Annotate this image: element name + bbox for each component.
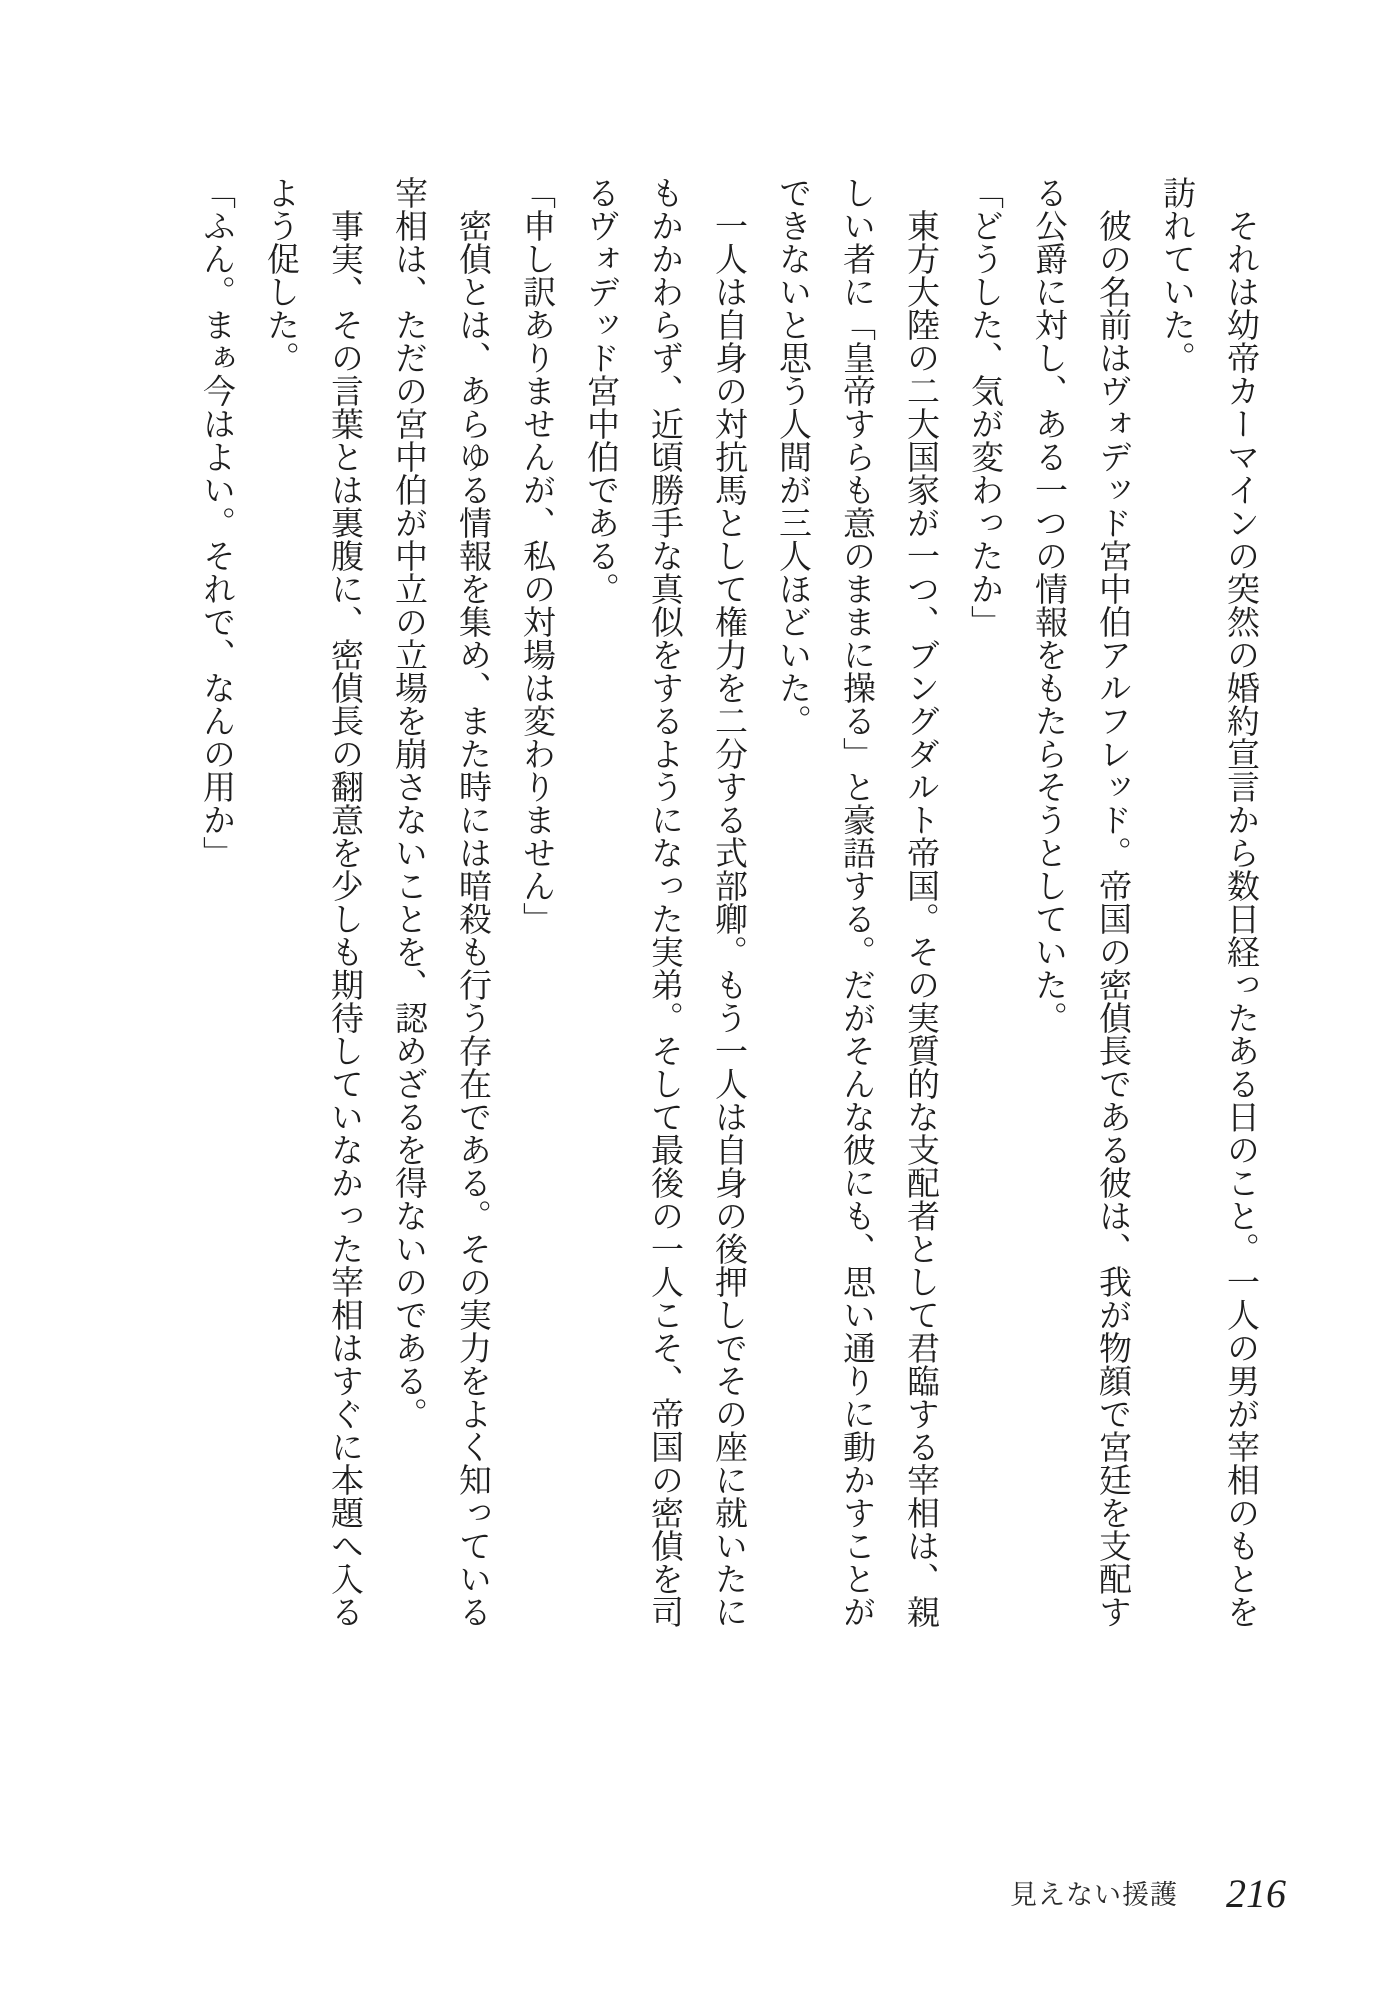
paragraph-dialogue: 「ふん。まぁ今はよい。それで、なんの用か」 xyxy=(198,176,234,869)
paragraph: 事実、その言葉とは裏腹に、密偵長の翻意を少しも期待していなかった宰相はすぐに本題へ入るよう促した。 xyxy=(262,176,362,1628)
paragraph: それは幼帝カーマインの突然の婚約宣言から数日経ったある日のこと。一人の男が宰相のもとを訪れていた。 xyxy=(1158,176,1258,1628)
paragraph-dialogue: 「どうした、気が変わったか」 xyxy=(966,176,1002,638)
paragraph: 彼の名前はヴォデッド宮中伯アルフレッド。帝国の密偵長である彼は、我が物顔で宮廷を支配する公爵に対し、ある一つの情報をもたらそうとしていた。 xyxy=(1030,176,1130,1628)
paragraph: 密偵とは、あらゆる情報を集め、また時には暗殺も行う存在である。その実力をよく知っている宰相は、ただの宮中伯が中立の立場を崩さないことを、認めざるを得ないのである。 xyxy=(390,176,490,1628)
paragraph: 東方大陸の二大国家が一つ、ブングダルト帝国。その実質的な支配者として君臨する宰相は、親しい者に「皇帝すらも意のままに操る」と豪語する。だがそんな彼にも、思い通りに動かすことができないと思う人間が三人ほどいた。 xyxy=(774,176,938,1628)
page-number: 216 xyxy=(1226,1871,1286,1916)
paragraph-dialogue: 「申し訳ありませんが、私の対場は変わりません」 xyxy=(518,176,554,935)
paragraph: 一人は自身の対抗馬として権力を二分する式部卿。もう一人は自身の後押しでその座に就いたにもかかわらず、近頃勝手な真似をするようになった実弟。そして最後の一人こそ、帝国の密偵を司るヴォデッド宮中伯である。 xyxy=(582,176,746,1628)
page-text xyxy=(184,176,1272,1628)
running-title: 見えない援護 xyxy=(1010,1880,1178,1910)
